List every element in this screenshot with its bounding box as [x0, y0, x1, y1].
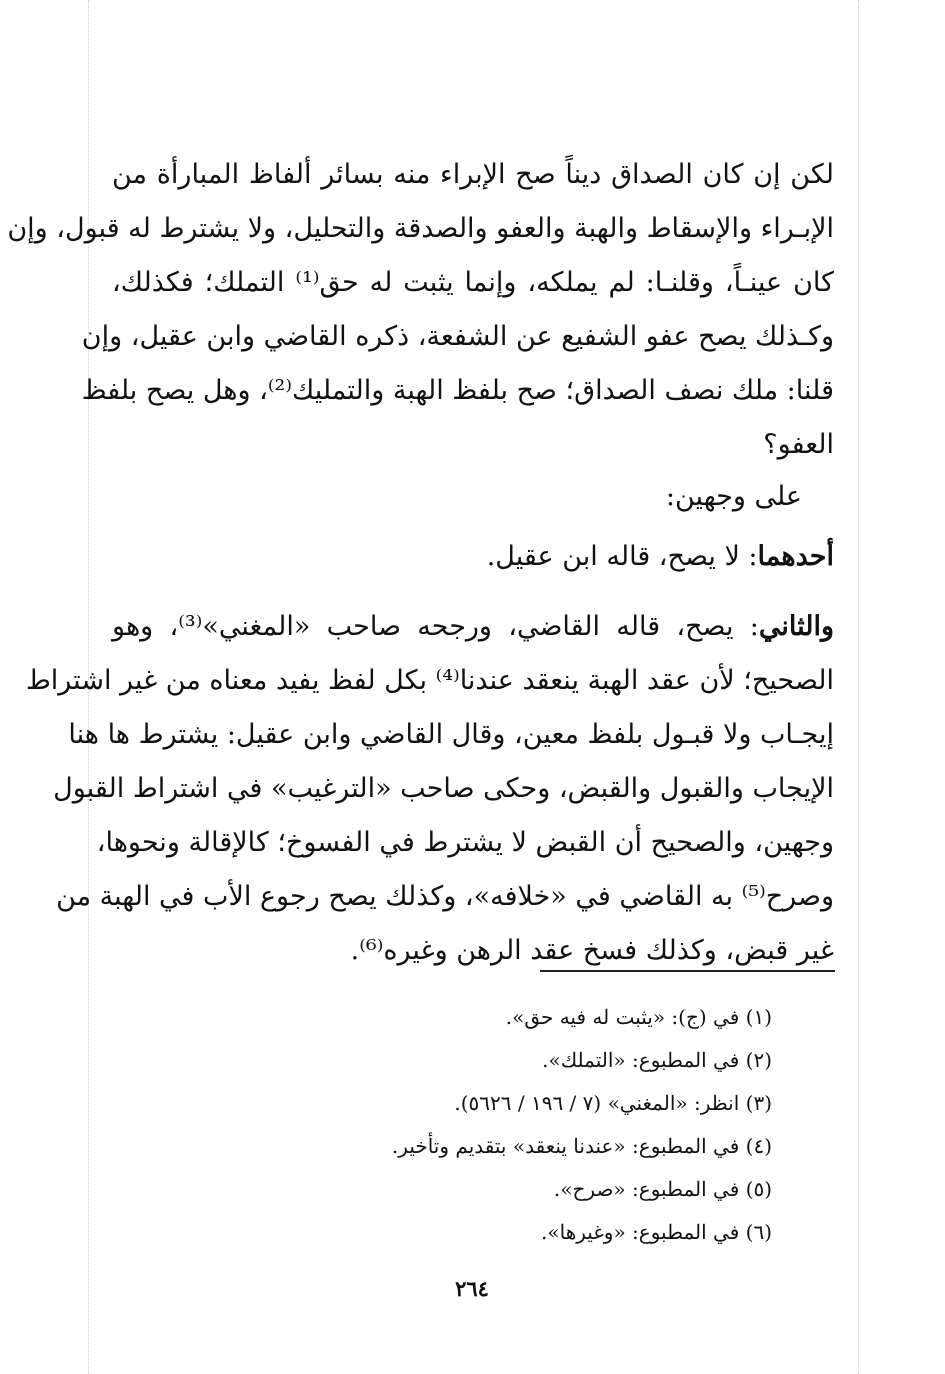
text-line: الإبـراء والإسقاط والهبة والعفو والصدقة والتحليل، ولا يشترط له قبول، وإن — [7, 213, 834, 244]
second-view-text: : يصح، قاله القاضي، ورجحه صاحب «المغني»⁽³⁾، وهو — [112, 611, 759, 642]
page-number: ٢٦٤ — [455, 1276, 489, 1301]
text-line: غير قبض، وكذلك فسخ عقد الرهن وغيره⁽⁶⁾. — [350, 935, 834, 966]
text-line: وكـذلك يصح عفو الشفيع عن الشفعة، ذكره القاضي وابن عقيل، وإن — [81, 321, 834, 352]
second-view-label: والثاني — [758, 611, 835, 642]
paragraph-first-view — [112, 530, 834, 584]
scan-guide-right — [858, 0, 859, 1374]
text-line: العفو؟ — [763, 429, 834, 460]
paragraph-two-views — [112, 470, 802, 524]
text-line: الإيجاب والقبول والقبض، وحكى صاحب «الترغيب» في اشتراط القبول — [53, 773, 834, 804]
footnote-1: (١) في (ج): «يثبت له فيه حق». — [505, 1005, 772, 1029]
text-line: على وجهين: — [665, 481, 802, 512]
text-line — [112, 600, 834, 654]
footnote-2: (٢) في المطبوع: «التملك». — [542, 1048, 772, 1072]
text-line: وجهين، والصحيح أن القبض لا يشترط في الفسوخ؛ كالإقالة ونحوها، — [96, 827, 834, 858]
text-line: وصرح⁽⁵⁾ به القاضي في «خلافه»، وكذلك يصح رجوع الأب في الهبة من — [56, 881, 834, 912]
footnotes — [112, 996, 772, 1254]
first-view-text: : لا يصح، قاله ابن عقيل. — [486, 541, 758, 572]
footnote-3: (٣) انظر: «المغني» (٧ / ١٩٦ / ٥٦٢٦). — [454, 1091, 772, 1115]
footnote-separator — [540, 970, 835, 972]
text-line — [112, 530, 834, 584]
first-view-label: أحدهما — [757, 541, 834, 572]
footnote-5: (٥) في المطبوع: «صرح». — [553, 1177, 772, 1201]
footnote-6: (٦) في المطبوع: «وغيرها». — [541, 1220, 772, 1244]
text-line: كان عينـاً، وقلنـا: لم يملكه، وإنما يثبت له حق⁽¹⁾ التملك؛ فكذلك، — [112, 267, 835, 298]
text-line: الصحيح؛ لأن عقد الهبة ينعقد عندنا⁽⁴⁾ بكل لفظ يفيد معناه من غير اشتراط — [25, 665, 834, 696]
text-line: إيجـاب ولا قبـول بلفظ معين، وقال القاضي وابن عقيل: يشترط ها هنا — [68, 719, 834, 750]
paragraph-sadaq-release — [7, 148, 835, 472]
footnote-4: (٤) في المطبوع: «عندنا ينعقد» بتقديم وتأخير. — [391, 1134, 772, 1158]
paragraph-second-view — [25, 600, 835, 978]
text-line: قلنا: ملك نصف الصداق؛ صح بلفظ الهبة والتمليك⁽²⁾، وهل يصح بلفظ — [81, 375, 834, 406]
text-line: لكن إن كان الصداق ديناً صح الإبراء منه بسائر ألفاظ المبارأة من — [112, 159, 834, 190]
